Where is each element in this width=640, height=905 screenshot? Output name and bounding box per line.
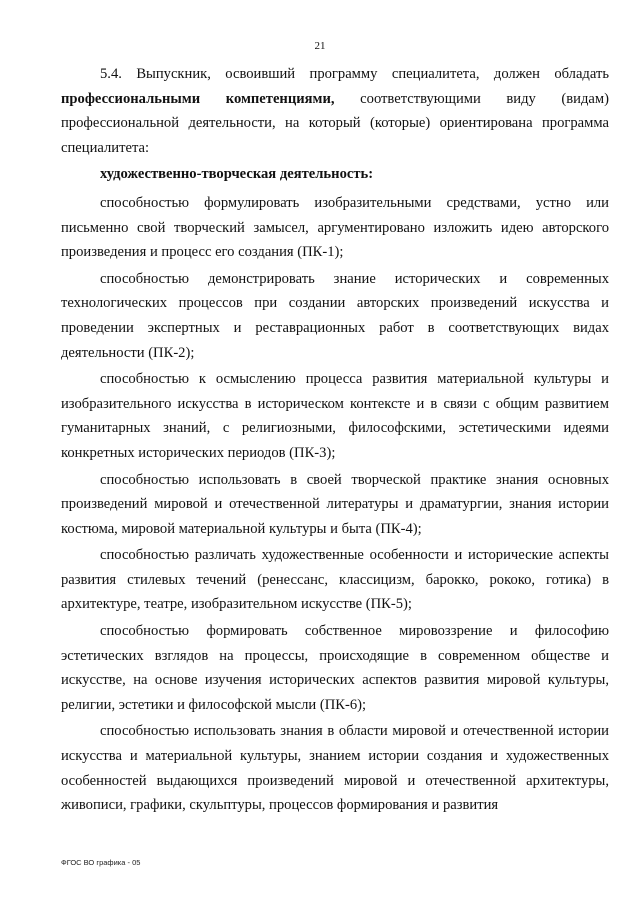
footer-document-code: ФГОС ВО графика - 05 [61, 858, 141, 867]
intro-bold-term: профессиональными компетенциями, [61, 90, 335, 107]
page-number: 21 [314, 40, 326, 52]
section-heading: художественно-творческая деятельность: [100, 166, 374, 183]
competence-pk-4: способностью использовать в своей творческой практике знания основных произведений мировой и отечественной литературы и драматургии, знания истории костюма, мировой материальной культуры и быта (ПК-4); [61, 471, 609, 537]
competence-pk-5: способностью различать художественные особенности и исторические аспекты развития стилевых течений (ренессанс, классицизм, барокко, рококо, готика) в архитектуре, театре, изобразительном искусстве (ПК-5); [61, 547, 609, 613]
competence-pk-3: способностью к осмыслению процесса развития материальной культуры и изобразительного искусства в историческом контексте и в связи с общим развитием гуманитарных знаний, с религиозными, философскими, эстетическими идеями конкретных исторических периодов (ПК-3); [61, 371, 609, 461]
competence-pk-2: способностью демонстрировать знание исторических и современных технологических процессов при создании авторских произведений искусства и проведении экспертных и реставрационных работ в соответствующих видах деятельности (ПК-2); [61, 270, 609, 361]
competence-pk-1: способностью формулировать изобразительными средствами, устно или письменно свой творческий замысел, аргументировано изложить идею авторского произведения и процесс его создания (ПК-1); [61, 194, 609, 261]
competence-pk-6: способностью формировать собственное мировоззрение и философию эстетических взглядов на процессы, происходящие в современном обществе и искусстве, на основе изучения исторических аспектов развития мировой культуры, религии, эстетики и философской мысли (ПК-6); [61, 623, 609, 713]
document-body [61, 62, 609, 820]
intro-suffix: соответствующими виду (видам) профессиональной деятельности, на который (которые) ориентирована программа специалитета: [61, 90, 609, 156]
intro-prefix: 5.4. Выпускник, освоивший программу специалитета, должен обладать [100, 66, 609, 82]
competence-pk-7-partial: способностью использовать знания в области мировой и отечественной истории искусства и материальной культуры, знанием истории создания и художественных особенностей выдающихся произведений мировой и отечественной архитектуры, живописи, графики, скульптуры, процессов формирования и развития [61, 723, 609, 814]
intro-paragraph [61, 62, 609, 160]
